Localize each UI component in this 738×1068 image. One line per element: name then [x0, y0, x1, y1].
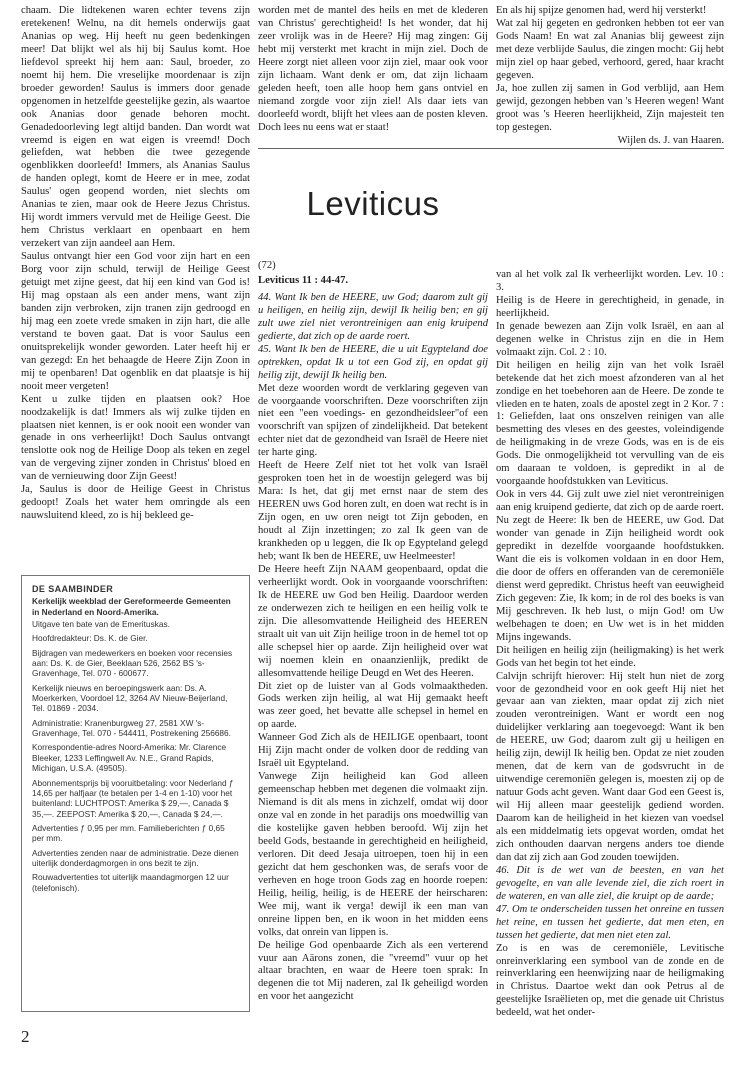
- paragraph: Dit heiligen en heilig zijn van het volk Israël betekende dat het zich moest afzonderen van al het zondige en het toebehoren aan de Heere. De zonde te vlieden en te haten, zoals de apostel zegt in 2 Kor. 7 : 1: Geliefden, laat ons onszelven reinigen van alle besmetting des vleses en des geestes, voleindigende de heiligmaking in de vreze Gods, was en is de eis Gods. Die onmogelijkheid tot vervulling van de eis om daaraan te voldoen, is gepredikt in al de voorgaande hoofdstukken van Leviticus.: [496, 359, 724, 488]
- paragraph: Heeft de Heere Zelf niet tot het volk van Israël gesproken toen het in de woestijn gelegerd was bij Mara: Is het, dat gij met ernst naar de stem des HEEREN uws God horen zult, en doen wat recht is in Zijn ogen, en uw oren neigt tot Zijn geboden, en houdt al Zijn inzettingen; zo zal Ik geen van de krankheden op u leggen, die Ik op Egypteland gelegd heb; want Ik ben de HEERE, uw Heelmeester!: [258, 460, 488, 562]
- section-divider: [258, 148, 724, 149]
- publication-name: DE SAAMBINDER: [32, 584, 114, 594]
- article-title: Leviticus: [306, 185, 440, 222]
- paragraph: Zo is en was de ceremoniële, Levitische onreinverklaring een symbool van de zonde en de reinverklaring een heenwijzing naar de heiligmaking in Christus. Daartoe wekt dan ook Petrus al de geestelijke Israëlieten op, met die genade uit Christus bedeeld, wat het onder-: [496, 942, 724, 1019]
- paragraph: worden met de mantel des heils en met de klederen van Christus' gerechtigheid! Is het wonder, dat hij zeer vrolijk was in de Heere? Hij mag zingen: Gij hebt mij versterkt met kracht in mijn ziel. Doch de Heere zorgt niet alleen voor zijn ziel, maar ook voor zijn lichaam. Want denk er om, dat zijn lichaam geleden heeft, toen alle hoop hem gans ontviel en niemand zorgde voor zijn ziel! Als daar iets van doorleefd wordt, blijft het vlees aan de posten kleven. Doch lees nu eens wat er staat!: [258, 5, 488, 133]
- paragraph: Wanneer God Zich als de HEILIGE openbaart, toont Hij Zijn macht onder de volken door de redding van Israël uit Egypteland.: [258, 732, 488, 770]
- paragraph: van al het volk zal Ik verheerlijkt worden. Lev. 10 : 3.: [496, 269, 724, 293]
- paragraph: Calvijn schrijft hierover: Hij stelt hun niet de zorg voor de gezondheid voor en ook geeft Hij niet het gevaar aan van ziekten, maar opdat zij zich niet zouden verontreinigen. Want er wordt een nog duidelijker verklaring aan toegevoegd: Want ik ben de HEERE, uw God; daarom zult gij u heiligen en heilig zijn, dewijl Ik heilig ben. Opdat ze niet zouden menen, dat de kern van de godsvrucht in de uitwendige ceremoniën gelegen is, moesten zij op de natuur Gods acht geven. Want daar God een Geest is, wil Hij alleen maar geestelijk gediend worden. Daarom kan de heiligheid in het kiezen van voedsel als een middelmatig iets opgevat worden, omdat het zich onthouden daarvan nergens anders toe diende dan dat zij zich aan God zouden toewijden.: [496, 670, 724, 863]
- colophon-block: Advertenties ƒ 0,95 per mm. Familieberichten ƒ 0,65 per mm.: [32, 822, 225, 844]
- colophon-block: Administratie: Kranenburgweg 27, 2581 XW 's-Gravenhage, Tel. 070 - 544411, Postrekening 256686.: [32, 717, 231, 739]
- paragraph: Ja, Saulus is door de Heilige Geest in Christus gedoopt! Zoals het water hem omringde als een nauwsluitend kleed, zo is hij bekleed ge-: [21, 484, 250, 522]
- paragraph: In genade bewezen aan Zijn volk Israël, en aan al degenen welke in Christus zijn en die in Hem volmaakt zijn. Col. 2 : 10.: [496, 320, 724, 358]
- paragraph: De heilige God openbaarde Zich als een verterend vuur aan Aärons zonen, die "vreemd" vuur op het altaar brachten, en waar de Heere toen sprak: In degenen die tot Mij naderen, zal Ik geheiligd worden en voor het aangezicht: [258, 939, 488, 1003]
- paragraph: De Heere heeft Zijn NAAM geopenbaard, opdat die verheerlijkt wordt. Ook in voorgaande voorschriften: Ik de HEERE uw God ben Heilig. Daardoor werden ze onderwezen zich te heiligen en een heilig volk te zijn. Die allesomvattende Heiligheid des HEEREN straalt uit van uit Zijn heilige troon in de hemel tot op alle schepsel hier op aarde. Zijn heiligheid over wat wij noemen klein en onaanzienlijk, predikt de allesomvattende heilige Deugd en Wet des Heeren.: [258, 563, 488, 679]
- paragraph: Kent u zulke tijden en plaatsen ook? Hoe noodzakelijk is dat! Immers als wij zulke tijden en plaatsen niet kennen, is er ook nooit een wonder van genade in ons verheerlijkt! Doch Saulus ontvangt tenslotte ook nog de Heilige Doop als teken en zegel van de vergeving zijner zonden in Christus' bloed en van de vernieuwing door Zijn Geest!: [21, 393, 250, 483]
- colophon-block: Hoofdredakteur: Ds. K. de Gier.: [32, 633, 148, 644]
- publication-subtitle: Kerkelijk weekblad der Gereformeerde Gemeenten in Nederland en Noord-Amerika.: [32, 596, 231, 617]
- paragraph: Ook in vers 44. Gij zult uwe ziel niet verontreinigen aan enig kruipend gedierte, dat zich op de aarde roert.: [496, 489, 724, 514]
- paragraph: Wat zal hij gegeten en gedronken hebben tot eer van Gods Naam! En wat zal Ananias blij geweest zijn met deze verblijde Saulus, die zingen mocht: Gij hebt mijn ziel op haar gebed, verhoord, gered, haar kracht gegeven.: [496, 17, 724, 81]
- column-3-article-text: [496, 269, 724, 1020]
- publisher-line: Uitgave ten bate van de Emerituskas.: [32, 619, 170, 630]
- colophon-block: Abonnementsprijs bij vooruitbetaling: voor Nederland ƒ 14,65 per halfjaar (te betalen per 1-4 en 1-10) voor het buitenland: LUCHTPOST: Amerika $ 29,—, Canada $ 35,—. ZEEPOST: Amerika $ 20,—, Canada $ 24,—.: [32, 777, 234, 819]
- paragraph: Dit ziet op de luister van al Gods volmaaktheden. Gods werken zijn heilig, al wat Hij gemaakt heeft was zeer goed, het bevatte alle schepsel in hemel en op aarde.: [258, 680, 488, 731]
- colophon-block: Rouwadvertenties tot uiterlijk maandagmorgen 12 uur (telefonisch).: [32, 872, 229, 893]
- article-number: (72): [258, 260, 276, 271]
- paragraph: Ja, hoe zullen zij samen in God verblijd, aan Hem gewijd, gezongen hebben van 's Heeren wegen! Want groot was 's Heeren heerlijkheid, Zijn majesteit ten top gestegen.: [496, 82, 724, 133]
- page-number: 2: [21, 1027, 30, 1046]
- colophon-block: Korrespondentie-adres Noord-Amerika: Mr. Clarence Bleeker, 1233 Leffingwell Av. N.E., Grand Rapids, Michigan, U.S.A. (49505).: [32, 742, 227, 774]
- paragraph: Met deze woorden wordt de verklaring gegeven van de voorgaande voorschriften. Deze voorschriften zijn niet een "een voedings- en gezondheidsleer"of een voorschrift van spijzen of zindelijkheid. Dat betekent echter niet dat de gezondheid van Israël de Heere niet ter harte ging.: [258, 382, 488, 459]
- column-2-top-text: [258, 5, 488, 135]
- paragraph: 45. Want Ik ben de HEERE, die u uit Egypteland doe optrekken, opdat Ik u tot een God zij, en opdat gij heilig zijt, dewijl Ik heilig ben.: [258, 343, 488, 381]
- colophon-block: Kerkelijk nieuws en beroepingswerk aan: Ds. A. Moerkerken, Voordoel 12, 3264 AV Nieuw-Beijerland, Tel. 01869 - 2034.: [32, 682, 228, 714]
- paragraph: 44. Want Ik ben de HEERE, uw God; daarom zult gij u heiligen, en heilig zijn, dewijl Ik heilig ben; en gij zult uwe ziel niet verontreinigen aan enig kruipend gedierte, dat zich op de aarde roert.: [258, 291, 488, 342]
- paragraph: Nu zegt de Heere: Ik ben de HEERE, uw God. Dat wonder van genade in Zijn heiligheid wordt ook gepredikt in dezelfde voorgaande hoofdstukken. Want die eis is volkomen voldaan in en door Hem, die door de offers en offeranden van de ceremoniële dienst werd gepredikt. Christus heeft van eeuwigheid Zich gegeven: Zie, Ik kom; in de rol des boeks is van Mij geschreven. Ik heb lust, o mijn God! om Uw welbehagen te doen; en Uw wet is in het midden Mijns ingewands.: [496, 515, 724, 643]
- paragraph: Dit heiligen en heilig zijn (heiligmaking) is het werk Gods van het begin tot het einde.: [496, 644, 724, 669]
- paragraph: Heilig is de Heere in gerechtigheid, in genade, in heerlijkheid.: [496, 294, 724, 319]
- paragraph: En als hij spijze genomen had, werd hij versterkt!: [496, 5, 707, 16]
- column-2-article-text: [258, 260, 488, 1004]
- paragraph: Saulus ontvangt hier een God voor zijn hart en een Borg voor zijn schuld, terwijl de Heilige Geest getuigt met zijne geest, dat hij een kind van God is! Hij mag opstaan als een ander mens, want zijn banden zijn verbroken, zijn tranen zijn gedroogd en hij mag een zoete vrede smaken in zijn hart, die alle verstand te boven gaat. Dat is voor Saulus een onuitsprekelijk wonder geworden. Later heeft hij er van gezegd: En het behaagde de Heere Zijn Zoon in mij te openbaren! Dat ogenblik en dat plaatsje is hij nooit meer vergeten!: [21, 251, 250, 392]
- article-body: [496, 269, 724, 1020]
- paragraph: 47. Om te onderscheiden tussen het onreine en tussen het reine, en tussen het gedierte, dat men eten, en tussen het gedierte, dat men niet eten zal.: [496, 903, 724, 941]
- paragraph: Vanwege Zijn heiligheid kan God alleen gemeenschap hebben met degenen die volmaakt zijn. Niemand is dit als mens in zichzelf, omdat wij door onze val en zonde in het paradijs ons moedwillig van die kostelijke gaven hebben beroofd. Wij zijn het beeld Gods, bestaande in gerechtigheid en heiligheid, verloren. Dit deed Jesaja uitroepen, toen hij in een gezicht dat hem geschonken was, de serafs voor de verheven en hoge troon Gods zag en hoorde roepen: Heilig, heilig, heilig, is de HEERE der heirscharen: Wee mij, want ik verga! dewijl ik een man van onreine lippen ben, en ik woon in het midden eens volks, dat onrein van lippen is.: [258, 771, 488, 938]
- article-body: [258, 292, 488, 1004]
- author-signature: Wijlen ds. J. van Haaren.: [617, 134, 724, 146]
- colophon-block: Bijdragen van medewerkers en boeken voor recensies aan: Ds. K. de Gier, Beeklaan 526, 2562 BS 's-Gravenhage, Tel. 070 - 600677.: [32, 647, 233, 679]
- column-1-text: [21, 5, 250, 523]
- column-3-top-text: [496, 5, 724, 147]
- paragraph: chaam. Die lidtekenen waren echter tevens zijn eretekenen! Welnu, na dit hemels onderwijs gaat Ananias op weg. Hij heeft nu geen bedenkingen meer! Dat blijkt wel als hij bij Saulus komt. Hoe liefdevol spreekt hij hem aan: Saul, broeder, zo noemt hij hem. Die vreselijke moordenaar is zijn broeder geworden! Saulus is immers door genade opgenomen in hetzelfde geestelijke gezin, als waartoe ook Ananias door genade behoren mocht. Genadedoorleving legt altijd banden. Dan wordt wat vreemd is eigen en wat eigen is vreemd! Doch geliefden, wat hebben die twee gezegende ogenblikken doorleefd! Immers, als Ananias Saulus de handen oplegt, komt de Heere er in mee, zodat Saulus' ogen geopend worden, niet slechts om Ananias te zien, maar ook de Heere Jezus Christus. Hij wordt immers vervuld met de Heilige Geest. Die hem Christus verklaart en openbaart en hem verzekert van zijn aandeel aan Hem.: [21, 5, 250, 250]
- paragraph: 46. Dit is de wet van de beesten, en van het gevogelte, en van alle levende ziel, die zich roert in de wateren, en van alle ziel, die kruipt op de aarde;: [496, 864, 724, 902]
- scripture-reference: Leviticus 11 : 44-47.: [258, 274, 349, 286]
- colophon-block: Advertenties zenden naar de administratie. Deze dienen uiterlijk donderdagmorgen in ons bezit te zijn.: [32, 847, 239, 868]
- colophon-box: [21, 575, 250, 1012]
